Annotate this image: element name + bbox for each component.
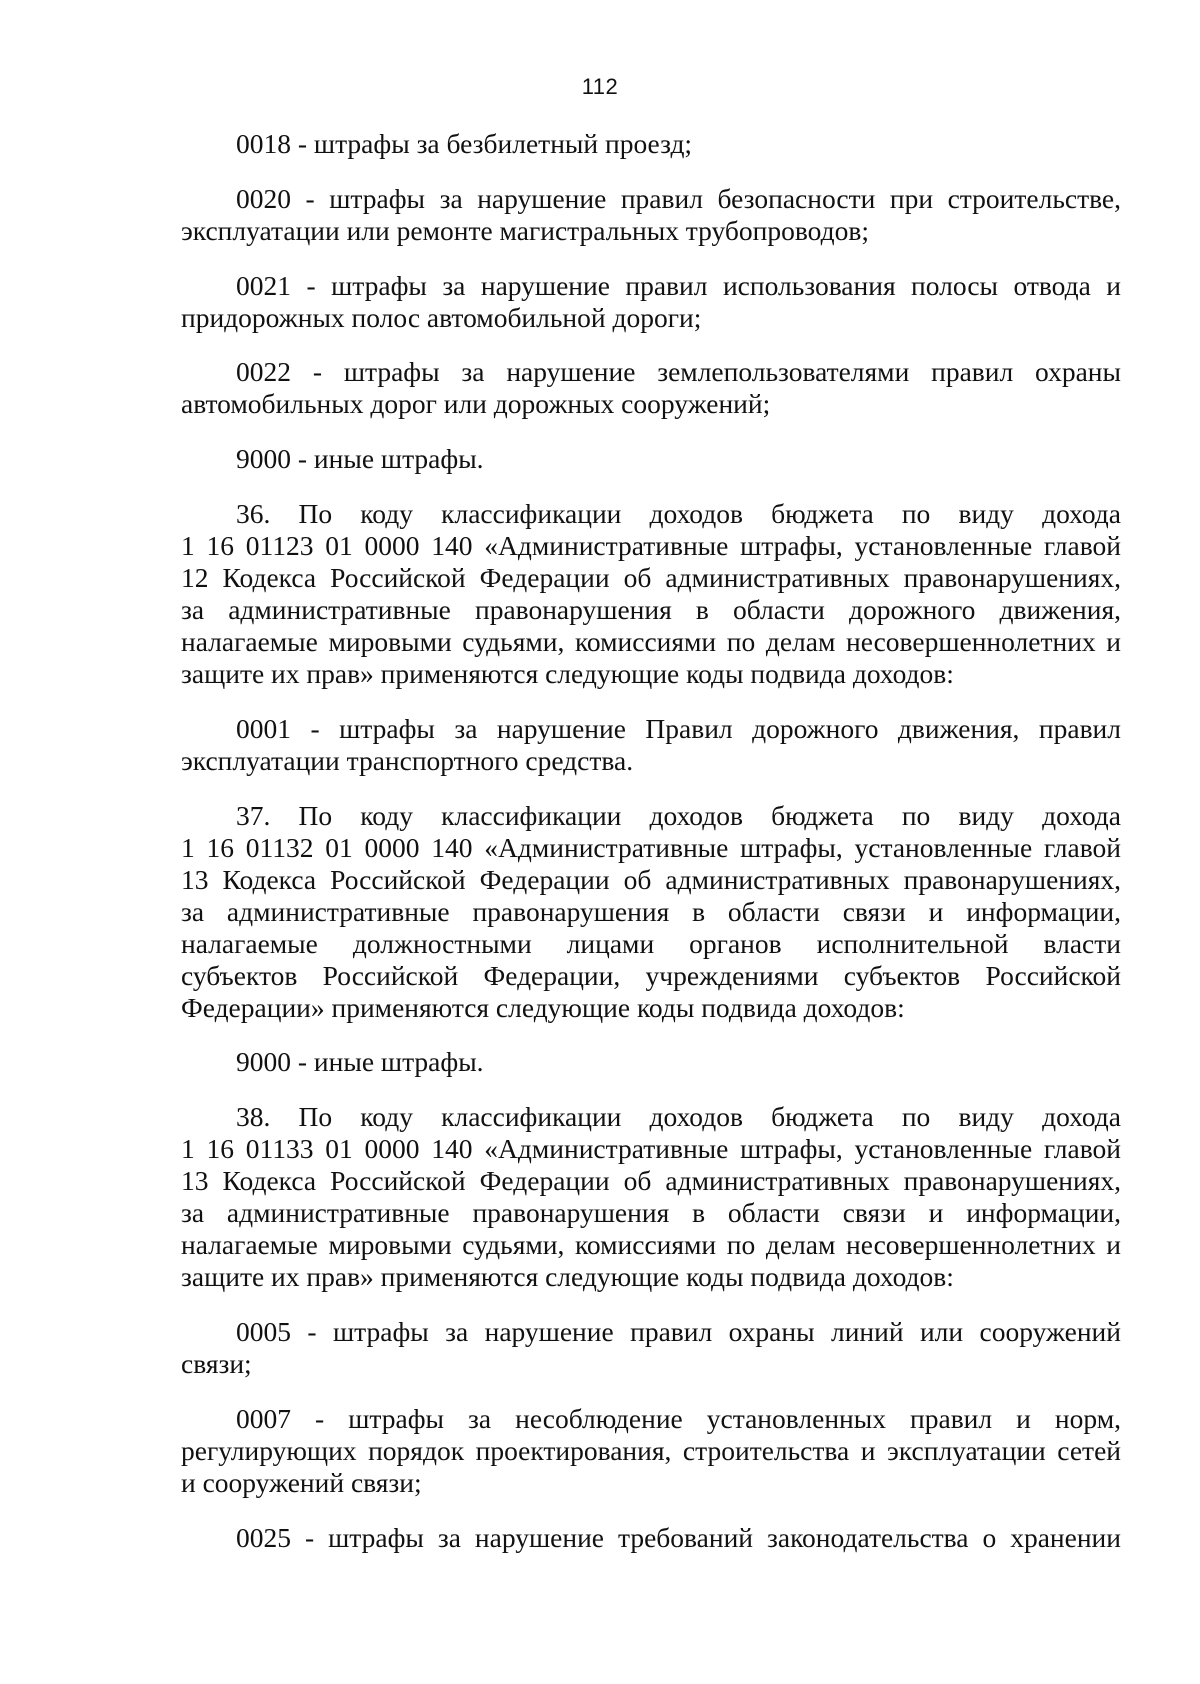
paragraph-line: 0007 - штрафы за несоблюдение установленных правил и норм, xyxy=(236,1402,1121,1434)
paragraph-line: Федерации» применяются следующие коды подвида доходов: xyxy=(181,991,905,1023)
paragraph-line: налагаемые мировыми судьями, комиссиями по делам несовершеннолетних и xyxy=(181,625,1121,657)
paragraph xyxy=(181,183,1121,247)
paragraph-line: за административные правонарушения в области связи и информации, xyxy=(181,895,1121,927)
paragraph-line: придорожных полос автомобильной дороги; xyxy=(181,301,702,333)
paragraph xyxy=(181,270,1121,334)
paragraph xyxy=(181,1316,1121,1380)
paragraph-line: 9000 - иные штрафы. xyxy=(236,1046,484,1078)
paragraph-line: 36. По коду классификации доходов бюджета по виду дохода xyxy=(236,497,1121,529)
paragraph xyxy=(181,713,1121,777)
paragraph xyxy=(181,1403,1121,1499)
paragraph-line: 0020 - штрафы за нарушение правил безопасности при строительстве, xyxy=(236,182,1121,214)
document-body xyxy=(181,128,1121,1576)
paragraph-line: 12 Кодекса Российской Федерации об административных правонарушениях, xyxy=(181,561,1121,593)
paragraph-line: и сооружений связи; xyxy=(181,1466,422,1498)
paragraph xyxy=(181,128,1121,160)
paragraph xyxy=(181,1522,1121,1554)
paragraph-line: налагаемые должностными лицами органов исполнительной власти xyxy=(181,927,1121,959)
paragraph-line: 13 Кодекса Российской Федерации об административных правонарушениях, xyxy=(181,863,1121,895)
paragraph-line: эксплуатации транспортного средства. xyxy=(181,744,634,776)
paragraph-line: связи; xyxy=(181,1347,252,1379)
paragraph-line: 0025 - штрафы за нарушение требований законодательства о хранении xyxy=(236,1521,1121,1553)
paragraph xyxy=(181,1046,1121,1078)
paragraph xyxy=(181,1101,1121,1293)
paragraph-line: 1 16 01123 01 0000 140 «Административные штрафы, установленные главой xyxy=(181,529,1121,561)
paragraph-line: 9000 - иные штрафы. xyxy=(236,443,484,475)
paragraph-line: 0005 - штрафы за нарушение правил охраны линий или сооружений xyxy=(236,1315,1121,1347)
paragraph-line: за административные правонарушения в области связи и информации, xyxy=(181,1197,1121,1229)
paragraph xyxy=(181,356,1121,420)
paragraph-line: субъектов Российской Федерации, учреждениями субъектов Российской xyxy=(181,959,1121,991)
paragraph-line: защите их прав» применяются следующие коды подвида доходов: xyxy=(181,1261,954,1293)
paragraph-line: 37. По коду классификации доходов бюджета по виду дохода xyxy=(236,799,1121,831)
paragraph xyxy=(181,800,1121,1024)
page-number: 112 xyxy=(581,74,619,99)
paragraph-line: 1 16 01133 01 0000 140 «Административные штрафы, установленные главой xyxy=(181,1133,1121,1165)
paragraph xyxy=(181,443,1121,475)
paragraph-line: 1 16 01132 01 0000 140 «Административные штрафы, установленные главой xyxy=(181,831,1121,863)
paragraph-line: 13 Кодекса Российской Федерации об административных правонарушениях, xyxy=(181,1165,1121,1197)
paragraph xyxy=(181,498,1121,690)
paragraph-line: 38. По коду классификации доходов бюджета по виду дохода xyxy=(236,1101,1121,1133)
paragraph-line: защите их прав» применяются следующие коды подвида доходов: xyxy=(181,657,954,689)
paragraph-line: налагаемые мировыми судьями, комиссиями по делам несовершеннолетних и xyxy=(181,1229,1121,1261)
paragraph-line: автомобильных дорог или дорожных сооружений; xyxy=(181,388,771,420)
paragraph-line: 0001 - штрафы за нарушение Правил дорожного движения, правил xyxy=(236,712,1121,744)
paragraph-line: 0022 - штрафы за нарушение землепользователями правил охраны xyxy=(236,356,1121,388)
paragraph-line: регулирующих порядок проектирования, строительства и эксплуатации сетей xyxy=(181,1434,1121,1466)
paragraph-line: эксплуатации или ремонте магистральных трубопроводов; xyxy=(181,214,870,246)
paragraph-line: 0018 - штрафы за безбилетный проезд; xyxy=(236,128,693,159)
paragraph-line: 0021 - штрафы за нарушение правил использования полосы отвода и xyxy=(236,269,1121,301)
paragraph-line: за административные правонарушения в области дорожного движения, xyxy=(181,593,1121,625)
